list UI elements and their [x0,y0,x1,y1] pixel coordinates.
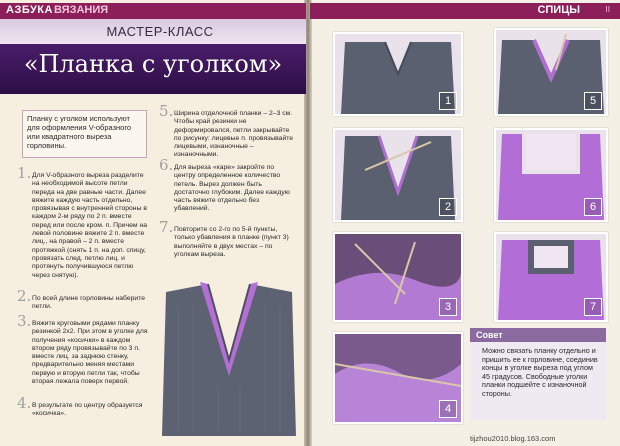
step-4-number: 4. [17,394,32,412]
page-title: «Планка с уголком» [23,50,283,78]
photo-7-number: 7 [584,298,602,316]
photo-5 [494,28,608,116]
step-1-number: 1. [17,164,32,182]
photo-6-number: 6 [584,198,602,216]
step-2-text: По всей длине горловины наберите петли. [32,295,146,311]
step-4 [17,394,150,419]
section-header-left [0,3,306,19]
photo-7 [494,232,608,322]
section-label-a: АЗБУКА [6,4,53,16]
step-3-text: Вяжите круговыми рядами планку резинкой 2х2. При этом в уголке для получения «косички» в каждом втором ряду провязывайте по 3 п. вместе лиц. за заднюю стенку, предварительно меняя местами первую и вторую петли так, чтобы вторая лежала поверх первой. [32,320,148,386]
step-2-number: 2. [17,287,32,305]
title-band [0,44,306,94]
photo-3-number: 3 [439,298,457,316]
section-label-right: СПИЦЫ [537,4,580,16]
step-4-text: В результате по центру образуется «косичка». [32,402,143,418]
page-number: II [605,5,610,14]
advice-heading: Совет [470,328,606,342]
section-label-b: ВЯЗАНИЯ [54,4,109,16]
source-credit: tijzhou2010.blog.163.com [470,434,556,443]
intro-box: Планку с уголком используют для оформления V-образного или квадратного выреза горловины. [22,110,147,158]
step-2 [17,287,150,312]
step-7-number: 7. [159,218,174,236]
step-6-number: 6. [159,156,174,174]
photo-4 [333,332,463,424]
advice-text: Можно связать планку отдельно и пришить ее к горловине, соединив концы в уголке выреза под углом 45 градусов. Свободные уголки планки подшейте с изнаночной стороны. [482,346,598,398]
v-neck-photo [158,276,300,440]
step-5-text: Ширина отделочной планки – 2–3 см. Чтобы край резинки не деформировался, петли закрывайте по рисунку: лицевые п. провязывайте лицевыми, изнаночные – изнаночными. [174,110,294,159]
photo-5-number: 5 [584,92,602,110]
step-5-number: 5. [159,102,174,120]
step-3-number: 3. [17,312,32,330]
step-6 [159,156,294,214]
photo-6 [494,128,608,222]
step-7 [159,218,294,259]
photo-2 [333,128,463,222]
masterclass-label: МАСТЕР-КЛАСС [106,24,214,39]
section-header-right [310,3,620,19]
photo-1-number: 1 [439,92,457,110]
advice-box [470,328,606,420]
step-6-text: Для выреза «каре» закройте по центру определенное количество петель. Вырез должен быть достаточно глубоким. Далее каждую часть вяжите отдельно без убавлений. [174,164,290,213]
photo-4-number: 4 [439,400,457,418]
step-3 [17,312,150,386]
step-1-text: Для V-образного выреза разделите на необходимой высоте петли переда на две равные части. Далее вяжите каждую часть отдельно, провязывая с внутренней стороны в каждом 2-м ряду по 2 п. вместе перед или после кром. п. Причем на левой половине вяжите 2 п. вместе лиц., на правой – 2 п. вместе протяжкой (снять 1 п. на доп. спицу, провязать след. петлю лиц. и протянуть получившуюся петлю через снятую). [32,172,147,279]
photo-2-number: 2 [439,198,457,216]
photo-3 [333,232,463,322]
step-7-text: Повторите со 2-го по 5-й пункты, только убавления в планке (пункт 3) выполняйте в двух местах – по уголкам выреза. [174,226,289,258]
v-neck-knit-image [158,276,300,440]
step-5 [159,102,294,160]
photo-1 [333,32,463,116]
step-1 [17,164,150,280]
